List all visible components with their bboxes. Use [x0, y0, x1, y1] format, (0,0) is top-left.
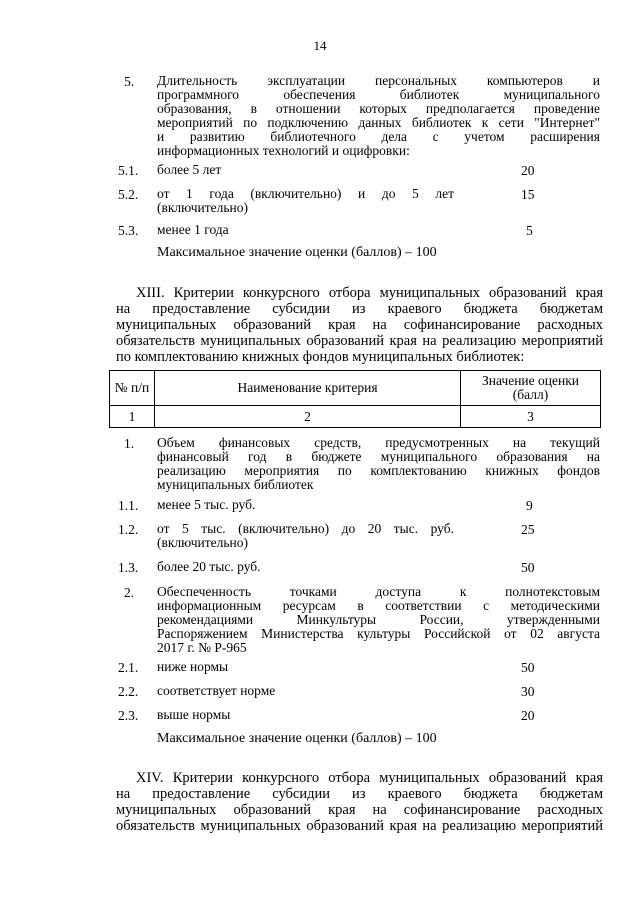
criterion-text-line: Длительность эксплуатации персональных компьютеров и [157, 73, 600, 88]
criterion-text-line: реализацию мероприятия по комплектованию книжных фондов [157, 463, 600, 478]
item-number: 2.2. [118, 684, 139, 699]
item-text: соответствует норме [157, 683, 276, 698]
item-value: 20 [521, 708, 535, 723]
section-heading-line: обязательств муниципальных образований края на реализацию мероприятий [116, 333, 603, 349]
item-text: от 5 тыс. (включительно) до 20 тыс. руб. [157, 521, 454, 536]
item-text: менее 1 года [157, 222, 229, 237]
item-number: 1.1. [118, 498, 139, 513]
criterion-number: 1. [124, 436, 135, 451]
section-heading-line: на предоставление субсидии из краевого бюджета бюджетам [116, 786, 603, 802]
criteria-table [109, 370, 601, 428]
max-score-text: Максимальное значение оценки (баллов) – 100 [157, 245, 437, 260]
item-value: 5 [526, 223, 533, 238]
col-score-header: Значение оценки (балл) [461, 371, 601, 406]
criterion-text-line: и развитию библиотечного дела с учетом расширения [157, 129, 600, 144]
item-number: 2.1. [118, 660, 139, 675]
criterion-text-line: образования, в отношении которых предполагается проведение [157, 101, 600, 116]
col-name-index: 2 [155, 406, 461, 428]
table-header-row [110, 371, 601, 406]
criterion-text-line: Обеспеченность точками доступа к полнотекстовым [157, 584, 600, 599]
criterion-number: 5. [124, 74, 135, 89]
criterion-text-line: рекомендациями Минкультуры России, утвержденными [157, 612, 600, 627]
criterion-text-line: программного обеспечения библиотек муниципального [157, 87, 600, 102]
item-number: 2.3. [118, 708, 139, 723]
criterion-text-line: мероприятий по подключению данных библиотек к сети "Интернет" [157, 115, 600, 130]
item-value: 9 [526, 498, 533, 513]
item-number: 1.2. [118, 522, 139, 537]
section-heading-line: по комплектованию книжных фондов муниципальных библиотек: [116, 349, 525, 365]
criterion-text-line: финансовый год в бюджете муниципального образования на [157, 449, 600, 464]
item-text: более 20 тыс. руб. [157, 559, 261, 574]
item-number: 5.1. [118, 163, 139, 178]
page-number: 14 [313, 38, 327, 53]
item-text: более 5 лет [157, 162, 222, 177]
item-value: 50 [521, 660, 535, 675]
section-heading-line: муниципальных образований края на софинансирование расходных [116, 802, 603, 818]
section-heading-line: XIII. Критерии конкурсного отбора муниципальных образований края [136, 285, 603, 301]
item-text: (включительно) [157, 200, 249, 215]
criterion-text-line: Объем финансовых средств, предусмотренных на текущий [157, 435, 600, 450]
col-score-index: 3 [461, 406, 601, 428]
criterion-text-line: информационных технологий и оцифровки: [157, 143, 410, 158]
section-heading-line: на предоставление субсидии из краевого бюджета бюджетам [116, 301, 603, 317]
item-text: менее 5 тыс. руб. [157, 497, 256, 512]
item-text: ниже нормы [157, 659, 229, 674]
item-value: 30 [521, 684, 535, 699]
criterion-text-line: муниципальных библиотек [157, 477, 314, 492]
item-value: 25 [521, 522, 535, 537]
col-name-header: Наименование критерия [155, 371, 461, 406]
item-number: 5.2. [118, 187, 139, 202]
section-heading-line: обязательств муниципальных образований края на реализацию мероприятий [116, 818, 603, 834]
criterion-text-line: 2017 г. № Р-965 [157, 640, 247, 655]
item-value: 50 [521, 560, 535, 575]
item-text: выше нормы [157, 707, 231, 722]
item-number: 5.3. [118, 223, 139, 238]
col-number-index: 1 [110, 406, 155, 428]
criterion-text-line: информационным ресурсам в соответствии с методическими [157, 598, 600, 613]
criterion-number: 2. [124, 585, 135, 600]
table-numbering-row [110, 406, 601, 428]
item-value: 20 [521, 163, 535, 178]
section-heading-line: XIV. Критерии конкурсного отбора муниципальных образований края [136, 770, 603, 786]
criterion-text-line: Распоряжением Министерства культуры Российской от 02 августа [157, 626, 600, 641]
item-text: от 1 года (включительно) и до 5 лет [157, 186, 454, 201]
item-number: 1.3. [118, 560, 139, 575]
col-number-header: № п/п [110, 371, 155, 406]
item-text: (включительно) [157, 535, 249, 550]
section-heading-line: муниципальных образований края на софинансирование расходных [116, 317, 603, 333]
item-value: 15 [521, 187, 535, 202]
max-score-text: Максимальное значение оценки (баллов) – 100 [157, 731, 437, 746]
